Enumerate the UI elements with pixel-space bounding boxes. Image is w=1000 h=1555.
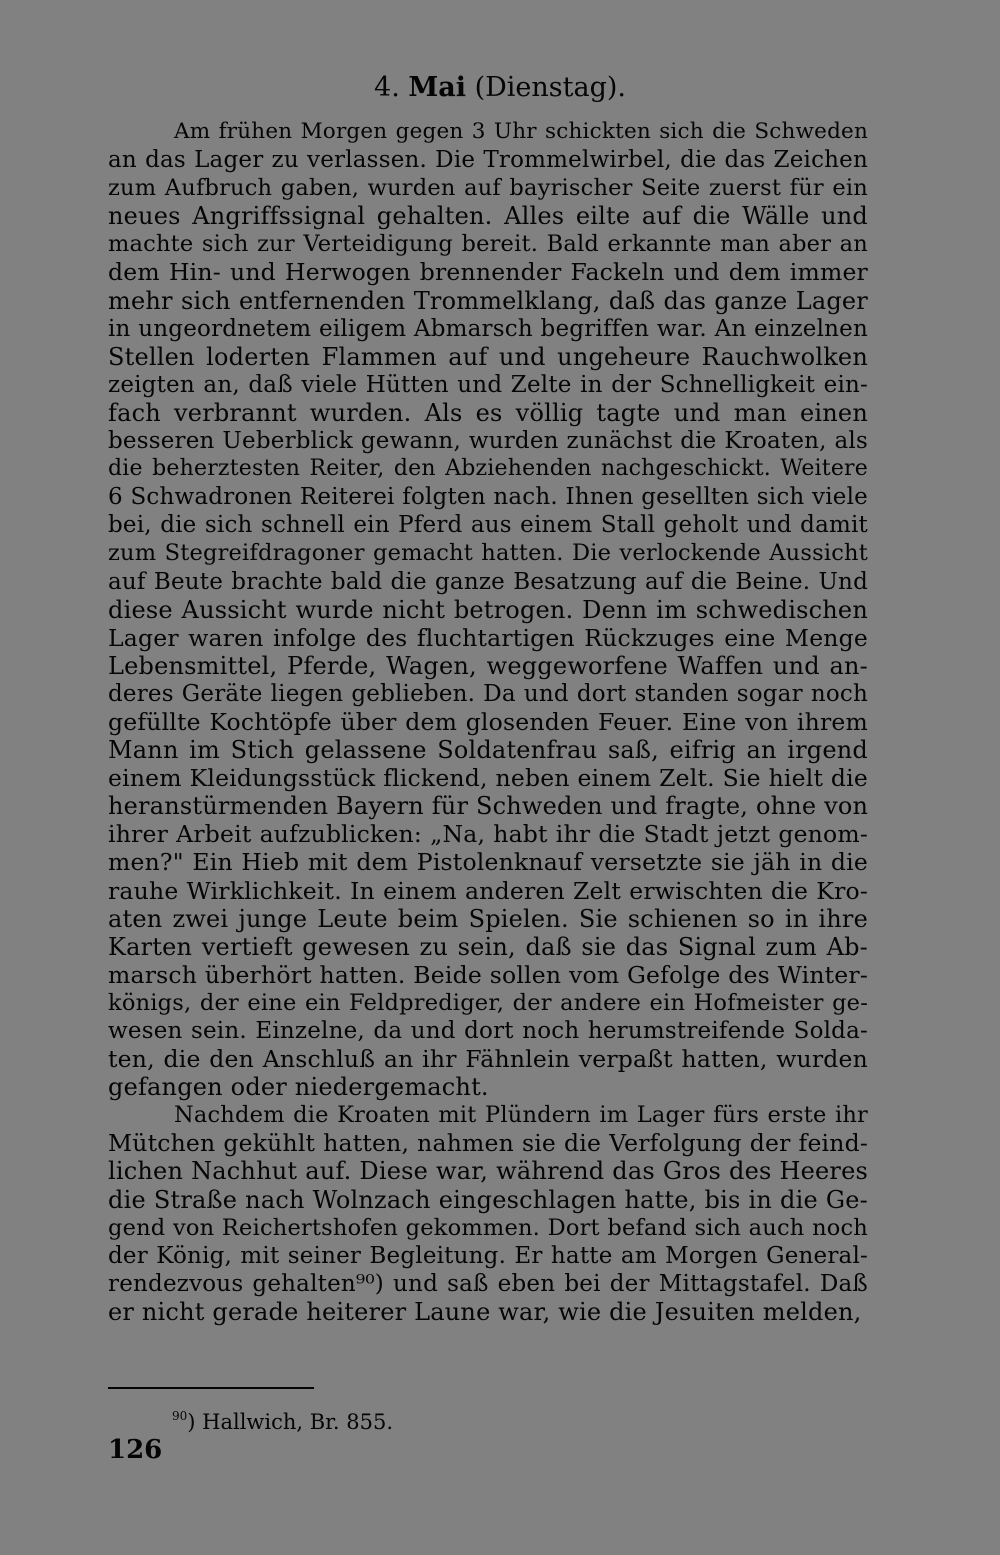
text-line: marsch überhört hatten. Beide sollen vom Gefolge des Winter- [108, 960, 868, 989]
text-line: gefüllte Kochtöpfe über dem glosenden Feuer. Eine von ihrem [108, 707, 868, 736]
text-line: diese Aussicht wurde nicht betrogen. Denn im schwedischen [108, 595, 868, 624]
text-line: an das Lager zu verlassen. Die Trommelwirbel, die das Zeichen [108, 147, 868, 174]
text-line: ten, die den Anschluß an ihr Fähnlein verpaßt hatten, wurden [108, 1045, 868, 1074]
paragraph [108, 118, 868, 1101]
paragraph [108, 1101, 868, 1326]
text-line: gefangen oder niedergemacht. [108, 1073, 489, 1102]
footnote-divider [108, 1387, 314, 1389]
heading-month: Mai [408, 72, 466, 103]
text-line: fach verbrannt wurden. Als es völlig tagte und man einen [108, 398, 868, 427]
text-line: neues Angriffssignal gehalten. Alles eilte auf die Wälle und [108, 202, 868, 231]
text-line: ihrer Arbeit aufzublicken: „Na, habt ihr die Stadt jetzt genom- [108, 820, 868, 849]
text-line: königs, der eine ein Feldprediger, der andere ein Hofmeister ge- [108, 989, 868, 1016]
text-line: lichen Nachhut auf. Diese war, während das Gros des Heeres [108, 1157, 868, 1186]
text-line: zum Stegreifdragoner gemacht hatten. Die verlockende Aussicht [108, 540, 868, 567]
footnote-marker: 90 [172, 1409, 188, 1423]
text-line: machte sich zur Verteidigung bereit. Bald erkannte man aber an [108, 231, 868, 258]
body-text [108, 118, 868, 1326]
text-line: die beherztesten Reiter, den Abziehenden nachgeschickt. Weitere [108, 456, 868, 482]
text-line: Lager waren infolge des fluchtartigen Rückzuges eine Menge [108, 623, 868, 652]
text-line: rauhe Wirklichkeit. In einem anderen Zelt erwischten die Kro- [108, 876, 868, 905]
text-line: Nachdem die Kroaten mit Plündern im Lager fürs erste ihr [174, 1102, 868, 1129]
section-heading [0, 70, 1000, 106]
heading-suffix: (Dienstag). [466, 72, 626, 103]
text-line: bei, die sich schnell ein Pferd aus einem Stall geholt und damit [108, 512, 868, 539]
text-line: er nicht gerade heiterer Laune war, wie die Jesuiten melden, [108, 1297, 862, 1326]
text-line: aten zwei junge Leute beim Spielen. Sie schienen so in ihre [108, 904, 868, 933]
text-line: Stellen loderten Flammen auf und ungeheure Rauchwolken [108, 342, 868, 371]
text-line: Mann im Stich gelassene Soldatenfrau saß, eifrig an irgend [108, 736, 868, 765]
text-line: heranstürmenden Bayern für Schweden und fragte, ohne von [108, 792, 869, 821]
text-line: Karten vertieft gewesen zu sein, daß sie das Signal zum Ab- [108, 932, 868, 961]
footnote-text: ) Hallwich, Br. 855. [187, 1410, 394, 1434]
text-line: der König, mit seiner Begleitung. Er hatte am Morgen General- [108, 1242, 868, 1269]
text-line: die Straße nach Wolnzach eingeschlagen hatte, bis in die Ge- [108, 1185, 868, 1214]
text-line: wesen sein. Einzelne, da und dort noch herumstreifende Solda- [108, 1018, 868, 1044]
text-line: Lebensmittel, Pferde, Wagen, weggeworfene Waffen und an- [108, 651, 868, 680]
text-line: einem Kleidungsstück flickend, neben einem Zelt. Sie hielt die [108, 764, 868, 793]
text-line: zum Aufbruch gaben, wurden auf bayrischer Seite zuerst für ein [108, 175, 868, 202]
text-line: men?" Ein Hieb mit dem Pistolenknauf versetzte sie jäh in die [108, 848, 868, 877]
text-line: dem Hin- und Herwogen brennender Fackeln und dem immer [108, 258, 868, 287]
text-line: Mütchen gekühlt hatten, nahmen sie die Verfolgung der feind- [108, 1129, 868, 1158]
footnote [172, 1402, 393, 1436]
page-number: 126 [108, 1435, 163, 1465]
text-line: Am frühen Morgen gegen 3 Uhr schickten sich die Schweden [174, 119, 868, 144]
text-line: 6 Schwadronen Reiterei folgten nach. Ihnen gesellten sich viele [108, 484, 868, 511]
text-line: zeigten an, daß viele Hütten und Zelte in der Schnelligkeit ein- [108, 371, 868, 398]
text-line: besseren Ueberblick gewann, wurden zunächst die Kroaten, als [108, 428, 868, 455]
text-line: rendezvous gehalten⁹⁰) und saß eben bei der Mittagstafel. Daß [108, 1270, 868, 1297]
heading-prefix: 4. [374, 72, 409, 103]
text-line: mehr sich entfernenden Trommelklang, daß das ganze Lager [108, 286, 868, 315]
text-line: deres Geräte liegen geblieben. Da und dort standen sogar noch [108, 680, 868, 707]
text-line: in ungeordnetem eiligem Abmarsch begriffen war. An einzelnen [108, 315, 868, 342]
text-line: auf Beute brachte bald die ganze Besatzung auf die Beine. Und [108, 568, 868, 595]
text-line: gend von Reichertshofen gekommen. Dort befand sich auch noch [108, 1214, 868, 1241]
